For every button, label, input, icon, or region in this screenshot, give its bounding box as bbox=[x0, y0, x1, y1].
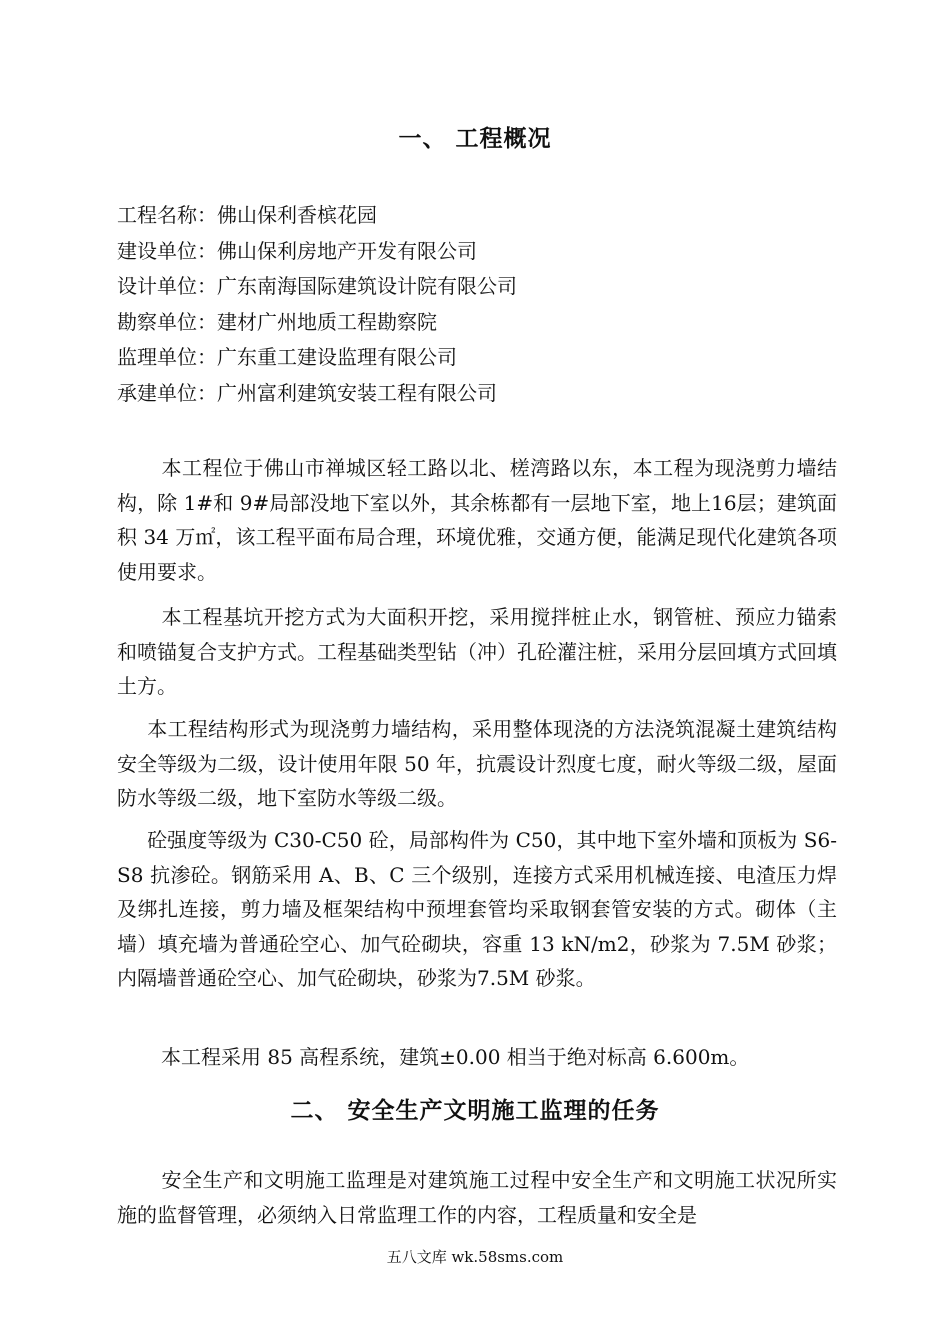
paragraph-safety-task bbox=[117, 1163, 837, 1232]
paragraph-materials bbox=[117, 823, 837, 996]
paragraph-location bbox=[117, 451, 837, 589]
info-row-supervisor bbox=[117, 340, 837, 376]
info-row-designer bbox=[117, 269, 837, 305]
paragraph-text: 本工程结构形式为现浇剪力墙结构，采用整体现浇的方法浇筑混凝土建筑结构安全等级为二级，设计使用年限 50 年，抗震设计烈度七度，耐火等级二级，屋面防水等级二级，地下室防水等级二级。 bbox=[117, 717, 837, 810]
paragraph-text: 本工程基坑开挖方式为大面积开挖，采用搅拌桩止水，钢管桩、预应力锚索和喷锚复合支护方式。工程基础类型钻（冲）孔砼灌注桩，采用分层回填方式回填土方。 bbox=[117, 605, 837, 698]
info-value: 广东南海国际建筑设计院有限公司 bbox=[217, 274, 517, 298]
paragraph-text: 安全生产和文明施工监理是对建筑施工过程中安全生产和文明施工状况所实施的监督管理，必须纳入日常监理工作的内容，工程质量和安全是 bbox=[117, 1168, 837, 1227]
paragraph-elevation bbox=[117, 1040, 837, 1075]
info-label: 设计单位： bbox=[117, 274, 217, 298]
info-row-contractor bbox=[117, 376, 837, 412]
section-1-heading: 一、 工程概况 bbox=[398, 126, 552, 152]
info-row-project-name bbox=[117, 198, 837, 234]
info-label: 监理单位： bbox=[117, 345, 217, 369]
section-2-heading: 二、 安全生产文明施工监理的任务 bbox=[290, 1098, 660, 1124]
info-row-developer bbox=[117, 234, 837, 270]
paragraph-excavation bbox=[117, 600, 837, 704]
project-info-list bbox=[117, 198, 837, 411]
footer-watermark: 五八文库 wk.58sms.com bbox=[386, 1248, 564, 1266]
paragraph-text: 本工程位于佛山市禅城区轻工路以北、槎湾路以东，本工程为现浇剪力墙结构，除 1#和 9#局部没地下室以外，其余栋都有一层地下室，地上16层；建筑面积 34 万㎡，该工程平面布局合理，环境优雅，交通方便，能满足现代化建筑各项使用要求。 bbox=[117, 456, 837, 584]
info-value: 建材广州地质工程勘察院 bbox=[217, 309, 437, 334]
info-row-surveyor bbox=[117, 305, 837, 341]
paragraph-text: 砼强度等级为 C30-C50 砼，局部构件为 C50，其中地下室外墙和顶板为 S6-S8 抗渗砼。钢筋采用 A、B、C 三个级别，连接方式采用机械连接、电渣压力焊及绑扎连接，剪力墙及框架结构中预埋套管均采取钢套管安装的方式。砌体（主墙）填充墙为普通砼空心、加气砼砌块，容重 13 kN/m2，砂浆为 7.5M 砂浆；内隔墙普通砼空心、加气砼砌块，砂浆为7.5M 砂浆。 bbox=[117, 828, 837, 990]
info-label: 勘察单位： bbox=[117, 309, 217, 334]
info-value: 广东重工建设监理有限公司 bbox=[217, 345, 457, 369]
paragraph-text: 本工程采用 85 高程系统，建筑±0.00 相当于绝对标高 6.600m。 bbox=[161, 1045, 750, 1069]
info-value: 广州富利建筑安装工程有限公司 bbox=[217, 380, 497, 405]
info-value: 佛山保利香槟花园 bbox=[217, 203, 377, 227]
info-label: 建设单位： bbox=[117, 238, 217, 263]
info-value: 佛山保利房地产开发有限公司 bbox=[217, 238, 477, 263]
info-label: 工程名称： bbox=[117, 203, 217, 227]
info-label: 承建单位： bbox=[117, 380, 217, 405]
paragraph-structure bbox=[117, 712, 837, 816]
